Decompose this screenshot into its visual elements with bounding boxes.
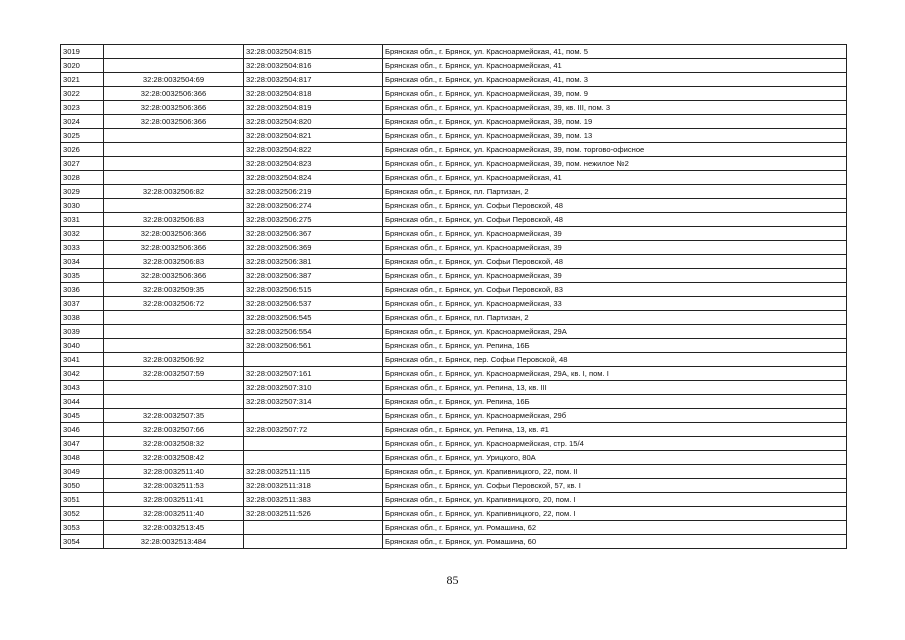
premises-cadastral-number-cell xyxy=(244,437,383,451)
table-row xyxy=(61,339,847,353)
table-row xyxy=(61,87,847,101)
address-cell: Брянская обл., г. Брянск, ул. Красноармейская, 41, пом. 3 xyxy=(383,73,847,87)
table-row xyxy=(61,45,847,59)
row-number-cell: 3050 xyxy=(61,479,104,493)
premises-cadastral-number-cell: 32:28:0032507:72 xyxy=(244,423,383,437)
premises-cadastral-number-cell xyxy=(244,521,383,535)
table-row xyxy=(61,59,847,73)
row-number-cell: 3038 xyxy=(61,311,104,325)
row-number-cell: 3054 xyxy=(61,535,104,549)
row-number-cell: 3023 xyxy=(61,101,104,115)
cadastral-number-cell: 32:28:0032507:35 xyxy=(104,409,244,423)
address-cell: Брянская обл., г. Брянск, пл. Партизан, 2 xyxy=(383,185,847,199)
address-cell: Брянская обл., г. Брянск, ул. Крапивницкого, 22, пом. I xyxy=(383,507,847,521)
premises-cadastral-number-cell: 32:28:0032506:219 xyxy=(244,185,383,199)
cadastral-number-cell xyxy=(104,59,244,73)
premises-cadastral-number-cell: 32:28:0032511:318 xyxy=(244,479,383,493)
premises-cadastral-number-cell: 32:28:0032504:818 xyxy=(244,87,383,101)
table-row xyxy=(61,129,847,143)
address-cell: Брянская обл., г. Брянск, ул. Красноармейская, 39, пом. 9 xyxy=(383,87,847,101)
table-row xyxy=(61,437,847,451)
row-number-cell: 3041 xyxy=(61,353,104,367)
row-number-cell: 3025 xyxy=(61,129,104,143)
premises-cadastral-number-cell xyxy=(244,353,383,367)
address-cell: Брянская обл., г. Брянск, ул. Красноармейская, 39 xyxy=(383,241,847,255)
row-number-cell: 3039 xyxy=(61,325,104,339)
table-row xyxy=(61,157,847,171)
table-row xyxy=(61,493,847,507)
table-row xyxy=(61,423,847,437)
address-cell: Брянская обл., г. Брянск, ул. Софьи Перовской, 48 xyxy=(383,255,847,269)
cadastral-number-cell xyxy=(104,171,244,185)
address-cell: Брянская обл., г. Брянск, ул. Красноармейская, стр. 15/4 xyxy=(383,437,847,451)
page-number: 85 xyxy=(446,573,459,587)
table-row xyxy=(61,73,847,87)
row-number-cell: 3049 xyxy=(61,465,104,479)
register-table-body xyxy=(61,45,847,549)
row-number-cell: 3042 xyxy=(61,367,104,381)
address-cell: Брянская обл., г. Брянск, ул. Красноармейская, 41 xyxy=(383,171,847,185)
address-cell: Брянская обл., г. Брянск, ул. Красноармейская, 41, пом. 5 xyxy=(383,45,847,59)
premises-cadastral-number-cell xyxy=(244,409,383,423)
cadastral-number-cell: 32:28:0032511:41 xyxy=(104,493,244,507)
cadastral-number-cell: 32:28:0032506:72 xyxy=(104,297,244,311)
property-register-table xyxy=(60,44,847,549)
premises-cadastral-number-cell: 32:28:0032506:561 xyxy=(244,339,383,353)
cadastral-number-cell: 32:28:0032506:366 xyxy=(104,101,244,115)
cadastral-number-cell: 32:28:0032507:59 xyxy=(104,367,244,381)
table-row xyxy=(61,479,847,493)
row-number-cell: 3032 xyxy=(61,227,104,241)
address-cell: Брянская обл., г. Брянск, ул. Красноармейская, 39 xyxy=(383,269,847,283)
cadastral-number-cell: 32:28:0032507:66 xyxy=(104,423,244,437)
premises-cadastral-number-cell: 32:28:0032506:381 xyxy=(244,255,383,269)
address-cell: Брянская обл., г. Брянск, ул. Красноармейская, 39, пом. нежилое №2 xyxy=(383,157,847,171)
address-cell: Брянская обл., г. Брянск, ул. Репина, 16Б xyxy=(383,339,847,353)
cadastral-number-cell: 32:28:0032506:92 xyxy=(104,353,244,367)
row-number-cell: 3022 xyxy=(61,87,104,101)
address-cell: Брянская обл., г. Брянск, ул. Ромашина, 62 xyxy=(383,521,847,535)
cadastral-number-cell: 32:28:0032508:42 xyxy=(104,451,244,465)
table-row xyxy=(61,255,847,269)
address-cell: Брянская обл., г. Брянск, ул. Репина, 16Б xyxy=(383,395,847,409)
row-number-cell: 3043 xyxy=(61,381,104,395)
cadastral-number-cell: 32:28:0032513:484 xyxy=(104,535,244,549)
table-row xyxy=(61,115,847,129)
row-number-cell: 3053 xyxy=(61,521,104,535)
table-row xyxy=(61,171,847,185)
premises-cadastral-number-cell: 32:28:0032506:369 xyxy=(244,241,383,255)
row-number-cell: 3045 xyxy=(61,409,104,423)
table-row xyxy=(61,409,847,423)
address-cell: Брянская обл., г. Брянск, ул. Красноармейская, 29б xyxy=(383,409,847,423)
cadastral-number-cell: 32:28:0032513:45 xyxy=(104,521,244,535)
address-cell: Брянская обл., г. Брянск, ул. Ромашина, 60 xyxy=(383,535,847,549)
row-number-cell: 3044 xyxy=(61,395,104,409)
address-cell: Брянская обл., г. Брянск, ул. Крапивницкого, 22, пом. II xyxy=(383,465,847,479)
address-cell: Брянская обл., г. Брянск, ул. Красноармейская, 39, пом. 19 xyxy=(383,115,847,129)
row-number-cell: 3024 xyxy=(61,115,104,129)
row-number-cell: 3030 xyxy=(61,199,104,213)
premises-cadastral-number-cell: 32:28:0032507:310 xyxy=(244,381,383,395)
premises-cadastral-number-cell: 32:28:0032504:817 xyxy=(244,73,383,87)
address-cell: Брянская обл., г. Брянск, ул. Урицкого, 80А xyxy=(383,451,847,465)
cadastral-number-cell: 32:28:0032506:366 xyxy=(104,241,244,255)
premises-cadastral-number-cell: 32:28:0032511:383 xyxy=(244,493,383,507)
table-row xyxy=(61,199,847,213)
cadastral-number-cell xyxy=(104,45,244,59)
table-row xyxy=(61,535,847,549)
row-number-cell: 3031 xyxy=(61,213,104,227)
address-cell: Брянская обл., г. Брянск, ул. Репина, 13, кв. III xyxy=(383,381,847,395)
table-row xyxy=(61,325,847,339)
cadastral-number-cell: 32:28:0032508:32 xyxy=(104,437,244,451)
table-row xyxy=(61,227,847,241)
cadastral-number-cell: 32:28:0032506:83 xyxy=(104,255,244,269)
cadastral-number-cell: 32:28:0032506:366 xyxy=(104,269,244,283)
cadastral-number-cell xyxy=(104,157,244,171)
table-row xyxy=(61,381,847,395)
row-number-cell: 3033 xyxy=(61,241,104,255)
cadastral-number-cell: 32:28:0032506:366 xyxy=(104,227,244,241)
premises-cadastral-number-cell: 32:28:0032506:515 xyxy=(244,283,383,297)
cadastral-number-cell: 32:28:0032509:35 xyxy=(104,283,244,297)
row-number-cell: 3047 xyxy=(61,437,104,451)
cadastral-number-cell xyxy=(104,381,244,395)
table-row xyxy=(61,465,847,479)
premises-cadastral-number-cell: 32:28:0032504:824 xyxy=(244,171,383,185)
table-row xyxy=(61,283,847,297)
cadastral-number-cell xyxy=(104,339,244,353)
address-cell: Брянская обл., г. Брянск, ул. Красноармейская, 39 xyxy=(383,227,847,241)
cadastral-number-cell xyxy=(104,129,244,143)
cadastral-number-cell xyxy=(104,395,244,409)
premises-cadastral-number-cell: 32:28:0032504:819 xyxy=(244,101,383,115)
address-cell: Брянская обл., г. Брянск, ул. Красноармейская, 39, кв. III, пом. 3 xyxy=(383,101,847,115)
cadastral-number-cell: 32:28:0032504:69 xyxy=(104,73,244,87)
table-row xyxy=(61,507,847,521)
premises-cadastral-number-cell: 32:28:0032506:275 xyxy=(244,213,383,227)
address-cell: Брянская обл., г. Брянск, ул. Софьи Перовской, 83 xyxy=(383,283,847,297)
row-number-cell: 3020 xyxy=(61,59,104,73)
table-row xyxy=(61,367,847,381)
premises-cadastral-number-cell: 32:28:0032504:821 xyxy=(244,129,383,143)
cadastral-number-cell xyxy=(104,143,244,157)
table-row xyxy=(61,311,847,325)
address-cell: Брянская обл., г. Брянск, ул. Красноармейская, 29А, кв. I, пом. I xyxy=(383,367,847,381)
premises-cadastral-number-cell: 32:28:0032506:554 xyxy=(244,325,383,339)
cadastral-number-cell xyxy=(104,199,244,213)
address-cell: Брянская обл., г. Брянск, пер. Софьи Перовской, 48 xyxy=(383,353,847,367)
cadastral-number-cell: 32:28:0032511:40 xyxy=(104,465,244,479)
premises-cadastral-number-cell: 32:28:0032506:387 xyxy=(244,269,383,283)
table-row xyxy=(61,297,847,311)
premises-cadastral-number-cell: 32:28:0032511:115 xyxy=(244,465,383,479)
cadastral-number-cell: 32:28:0032506:366 xyxy=(104,87,244,101)
table-row xyxy=(61,521,847,535)
address-cell: Брянская обл., г. Брянск, ул. Красноармейская, 33 xyxy=(383,297,847,311)
table-row xyxy=(61,395,847,409)
cadastral-number-cell: 32:28:0032506:83 xyxy=(104,213,244,227)
table-row xyxy=(61,101,847,115)
premises-cadastral-number-cell: 32:28:0032504:815 xyxy=(244,45,383,59)
address-cell: Брянская обл., г. Брянск, пл. Партизан, 2 xyxy=(383,311,847,325)
row-number-cell: 3027 xyxy=(61,157,104,171)
table-row xyxy=(61,213,847,227)
premises-cadastral-number-cell: 32:28:0032506:537 xyxy=(244,297,383,311)
cadastral-number-cell: 32:28:0032511:53 xyxy=(104,479,244,493)
premises-cadastral-number-cell: 32:28:0032511:526 xyxy=(244,507,383,521)
premises-cadastral-number-cell: 32:28:0032504:823 xyxy=(244,157,383,171)
row-number-cell: 3034 xyxy=(61,255,104,269)
row-number-cell: 3048 xyxy=(61,451,104,465)
row-number-cell: 3040 xyxy=(61,339,104,353)
row-number-cell: 3046 xyxy=(61,423,104,437)
premises-cadastral-number-cell: 32:28:0032504:816 xyxy=(244,59,383,73)
address-cell: Брянская обл., г. Брянск, ул. Крапивницкого, 20, пом. I xyxy=(383,493,847,507)
address-cell: Брянская обл., г. Брянск, ул. Красноармейская, 41 xyxy=(383,59,847,73)
row-number-cell: 3036 xyxy=(61,283,104,297)
row-number-cell: 3035 xyxy=(61,269,104,283)
address-cell: Брянская обл., г. Брянск, ул. Софьи Перовской, 57, кв. I xyxy=(383,479,847,493)
row-number-cell: 3029 xyxy=(61,185,104,199)
address-cell: Брянская обл., г. Брянск, ул. Красноармейская, 29А xyxy=(383,325,847,339)
premises-cadastral-number-cell xyxy=(244,451,383,465)
row-number-cell: 3037 xyxy=(61,297,104,311)
table-row xyxy=(61,353,847,367)
cadastral-number-cell: 32:28:0032506:366 xyxy=(104,115,244,129)
cadastral-number-cell: 32:28:0032511:40 xyxy=(104,507,244,521)
premises-cadastral-number-cell: 32:28:0032507:161 xyxy=(244,367,383,381)
table-row xyxy=(61,269,847,283)
premises-cadastral-number-cell: 32:28:0032506:274 xyxy=(244,199,383,213)
row-number-cell: 3019 xyxy=(61,45,104,59)
premises-cadastral-number-cell: 32:28:0032507:314 xyxy=(244,395,383,409)
premises-cadastral-number-cell: 32:28:0032504:822 xyxy=(244,143,383,157)
address-cell: Брянская обл., г. Брянск, ул. Софьи Перовской, 48 xyxy=(383,213,847,227)
cadastral-number-cell: 32:28:0032506:82 xyxy=(104,185,244,199)
table-row xyxy=(61,241,847,255)
row-number-cell: 3028 xyxy=(61,171,104,185)
address-cell: Брянская обл., г. Брянск, ул. Красноармейская, 39, пом. 13 xyxy=(383,129,847,143)
row-number-cell: 3052 xyxy=(61,507,104,521)
premises-cadastral-number-cell: 32:28:0032504:820 xyxy=(244,115,383,129)
address-cell: Брянская обл., г. Брянск, ул. Репина, 13, кв. #1 xyxy=(383,423,847,437)
table-row xyxy=(61,451,847,465)
cadastral-number-cell xyxy=(104,325,244,339)
address-cell: Брянская обл., г. Брянск, ул. Софьи Перовской, 48 xyxy=(383,199,847,213)
address-cell: Брянская обл., г. Брянск, ул. Красноармейская, 39, пом. торгово-офисное xyxy=(383,143,847,157)
table-row xyxy=(61,185,847,199)
table-row xyxy=(61,143,847,157)
row-number-cell: 3021 xyxy=(61,73,104,87)
premises-cadastral-number-cell xyxy=(244,535,383,549)
premises-cadastral-number-cell: 32:28:0032506:545 xyxy=(244,311,383,325)
row-number-cell: 3026 xyxy=(61,143,104,157)
premises-cadastral-number-cell: 32:28:0032506:367 xyxy=(244,227,383,241)
row-number-cell: 3051 xyxy=(61,493,104,507)
cadastral-number-cell xyxy=(104,311,244,325)
